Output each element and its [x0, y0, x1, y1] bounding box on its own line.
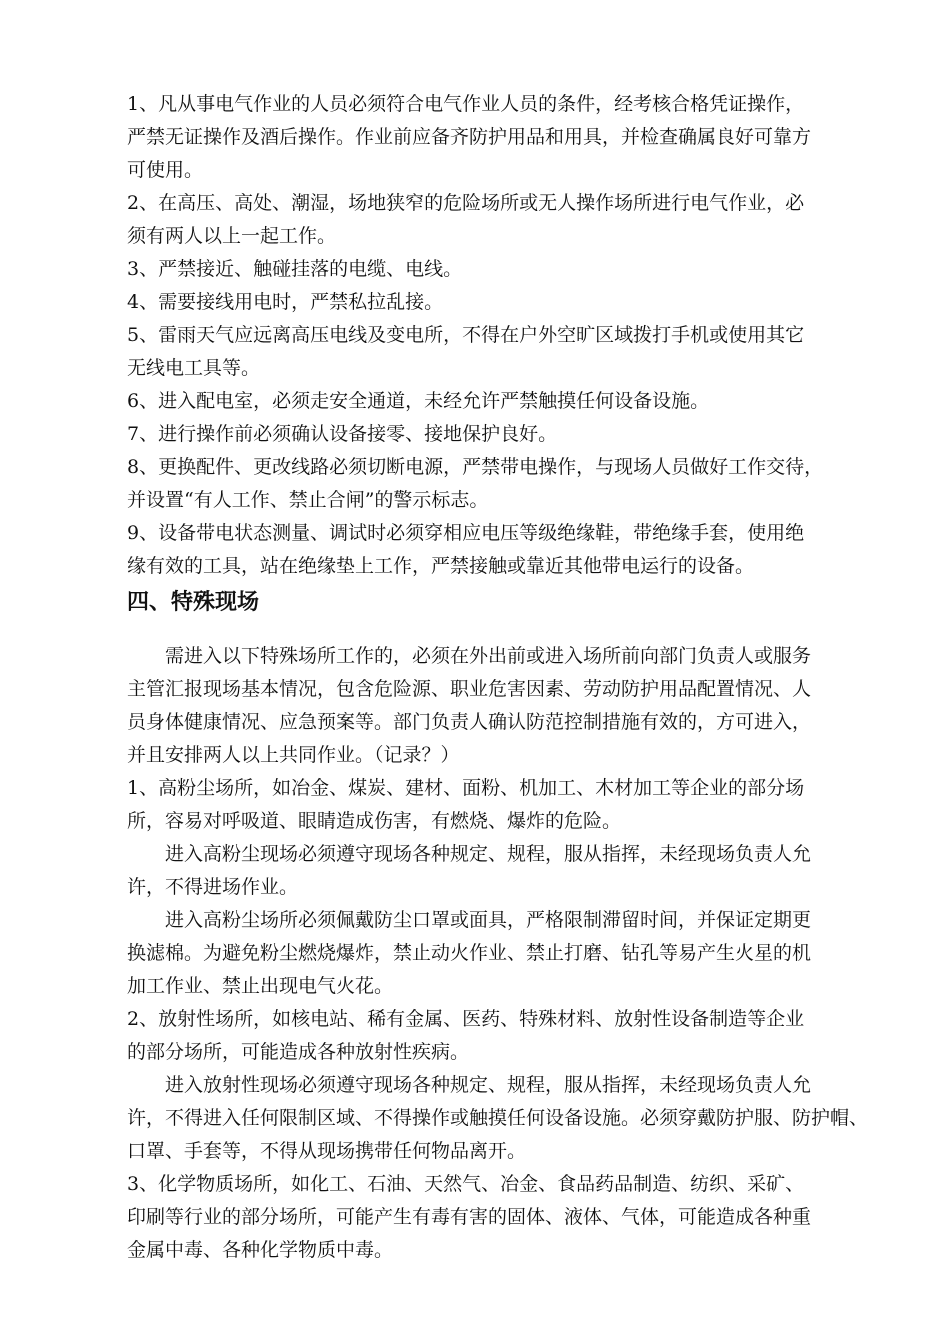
- text-line: 许，不得进入任何限制区域、不得操作或触摸任何设备设施。必须穿戴防护服、防护帽、: [127, 1107, 869, 1130]
- text-line: 进入高粉尘场所必须佩戴防尘口罩或面具，严格限制滞留时间，并保证定期更: [165, 909, 812, 932]
- text-line: 许，不得进场作业。: [127, 876, 299, 899]
- text-line: 1、高粉尘场所，如冶金、煤炭、建材、面粉、机加工、木材加工等企业的部分场: [127, 777, 805, 800]
- text-line: 并设置“有人工作、禁止合闸”的警示标志。: [127, 489, 489, 511]
- section-heading: 四、特殊现场: [127, 590, 260, 615]
- text-line: 严禁无证操作及酒后操作。作业前应备齐防护用品和用具，并检查确属良好可靠方: [127, 126, 812, 148]
- text-line: 并且安排两人以上共同作业。（记录？）: [127, 744, 460, 767]
- text-line: 无线电工具等。: [127, 357, 261, 379]
- text-line: 3、严禁接近、触碰挂落的电缆、电线。: [127, 258, 463, 280]
- text-line: 1、凡从事电气作业的人员必须符合电气作业人员的条件，经考核合格凭证操作，: [127, 93, 805, 115]
- electrical-rules-section: [127, 88, 827, 583]
- text-line: 进入高粉尘现场必须遵守现场各种规定、规程，服从指挥，未经现场负责人允: [165, 843, 812, 866]
- text-line: 可使用。: [127, 159, 204, 181]
- text-line: 2、在高压、高处、潮湿，场地狭窄的危险场所或无人操作场所进行电气作业，必: [127, 192, 805, 214]
- text-line: 口罩、手套等，不得从现场携带任何物品离开。: [127, 1140, 527, 1163]
- text-line: 换滤棉。为避免粉尘燃烧爆炸，禁止动火作业、禁止打磨、钻孔等易产生火星的机: [127, 942, 812, 965]
- special-sites-section: [127, 640, 869, 1267]
- text-line: 印刷等行业的部分场所，可能产生有毒有害的固体、液体、气体，可能造成各种重: [127, 1206, 812, 1229]
- text-line: 3、化学物质场所，如化工、石油、天然气、冶金、食品药品制造、纺织、采矿、: [127, 1173, 805, 1196]
- text-line: 4、需要接线用电时，严禁私拉乱接。: [127, 291, 444, 313]
- text-line: 的部分场所，可能造成各种放射性疾病。: [127, 1041, 470, 1064]
- text-line: 所，容易对呼吸道、眼睛造成伤害，有燃烧、爆炸的危险。: [127, 810, 622, 833]
- text-line: 9、设备带电状态测量、调试时必须穿相应电压等级绝缘鞋，带绝缘手套，使用绝: [127, 522, 805, 544]
- text-line: 须有两人以上一起工作。: [127, 225, 337, 247]
- document-body: [127, 88, 869, 1267]
- text-line: 进入放射性现场必须遵守现场各种规定、规程，服从指挥，未经现场负责人允: [165, 1074, 812, 1097]
- text-line: 缘有效的工具，站在绝缘垫上工作，严禁接触或靠近其他带电运行的设备。: [127, 555, 755, 577]
- text-line: 金属中毒、各种化学物质中毒。: [127, 1239, 394, 1262]
- text-line: 需进入以下特殊场所工作的，必须在外出前或进入场所前向部门负责人或服务: [165, 645, 812, 668]
- text-line: 员身体健康情况、应急预案等。部门负责人确认防范控制措施有效的，方可进入，: [127, 711, 812, 734]
- text-line: 6、进入配电室，必须走安全通道，未经允许严禁触摸任何设备设施。: [127, 390, 710, 412]
- text-line: 5、雷雨天气应远离高压电线及变电所，不得在户外空旷区域拨打手机或使用其它: [127, 324, 805, 346]
- text-line: 加工作业、禁止出现电气火花。: [127, 975, 394, 998]
- text-line: 7、进行操作前必须确认设备接零、接地保护良好。: [127, 423, 558, 445]
- text-line: 2、放射性场所，如核电站、稀有金属、医药、特殊材料、放射性设备制造等企业: [127, 1008, 805, 1031]
- text-line: 主管汇报现场基本情况，包含危险源、职业危害因素、劳动防护用品配置情况、人: [127, 678, 812, 701]
- text-line: 8、更换配件、更改线路必须切断电源，严禁带电操作，与现场人员做好工作交待，: [127, 456, 824, 478]
